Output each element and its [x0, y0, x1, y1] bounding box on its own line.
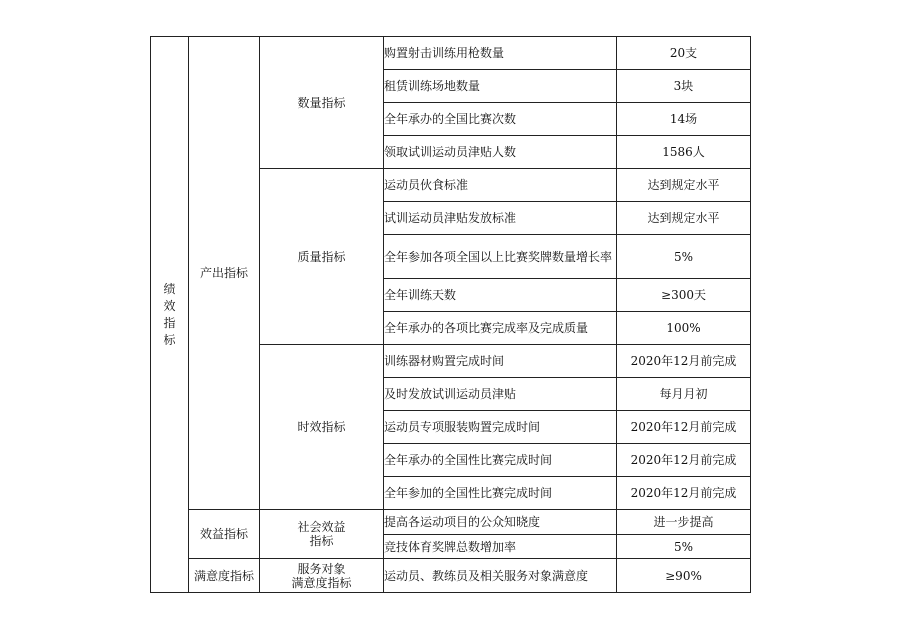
indicator-cell: 全年训练天数	[384, 279, 617, 312]
level2-benefit	[189, 510, 260, 559]
indicator-cell: 训练器材购置完成时间	[384, 345, 617, 378]
level2-label: 效益指标	[199, 527, 248, 541]
indicator-cell: 运动员伙食标准	[384, 169, 617, 202]
value-cell: 5%	[617, 235, 751, 279]
indicator-cell: 全年参加的全国性比赛完成时间	[384, 477, 617, 510]
value-cell: 100%	[617, 312, 751, 345]
value-cell: 每月月初	[617, 378, 751, 411]
value-cell: 进一步提高	[617, 510, 751, 535]
performance-indicator-table	[150, 36, 751, 593]
indicator-cell: 运动员专项服装购置完成时间	[384, 411, 617, 444]
level3-timeliness	[260, 345, 384, 510]
value-cell: 3块	[617, 70, 751, 103]
value-cell: 2020年12月前完成	[617, 345, 751, 378]
level3-label: 时效指标	[297, 420, 346, 434]
value-cell: 达到规定水平	[617, 169, 751, 202]
indicator-cell: 及时发放试训运动员津贴	[384, 378, 617, 411]
level3-label: 数量指标	[297, 95, 346, 110]
value-cell: ≥300天	[617, 279, 751, 312]
level3-quality	[260, 169, 384, 345]
indicator-cell: 全年承办的全国性比赛完成时间	[384, 444, 617, 477]
level3-label: 质量指标	[297, 249, 346, 264]
indicator-cell: 租赁训练场地数量	[384, 70, 617, 103]
value-cell: 达到规定水平	[617, 202, 751, 235]
indicator-cell: 全年承办的各项比赛完成率及完成质量	[384, 312, 617, 345]
indicator-cell: 竞技体育奖牌总数增加率	[384, 535, 617, 559]
level1-cell	[151, 37, 189, 593]
level3-label: 服务对象 满意度指标	[291, 561, 352, 590]
value-cell: 2020年12月前完成	[617, 477, 751, 510]
level3-service	[260, 559, 384, 593]
value-cell: 20支	[617, 37, 751, 70]
level3-label: 社会效益 指标	[297, 520, 346, 548]
indicator-cell: 运动员、教练员及相关服务对象满意度	[384, 559, 617, 593]
level2-output	[189, 37, 260, 510]
level2-label: 产出指标	[199, 266, 248, 280]
indicator-cell: 领取试训运动员津贴人数	[384, 136, 617, 169]
indicator-cell: 试训运动员津贴发放标准	[384, 202, 617, 235]
level2-label: 满意度指标	[193, 568, 254, 583]
value-cell: ≥90%	[617, 559, 751, 593]
value-cell: 1586人	[617, 136, 751, 169]
indicator-cell: 购置射击训练用枪数量	[384, 37, 617, 70]
value-cell: 2020年12月前完成	[617, 411, 751, 444]
value-cell: 5%	[617, 535, 751, 559]
indicator-cell: 全年参加各项全国以上比赛奖牌数量增长率	[384, 235, 617, 279]
level2-satisfaction	[189, 559, 260, 593]
indicator-cell: 提高各运动项目的公众知晓度	[384, 510, 617, 535]
indicator-cell: 全年承办的全国比赛次数	[384, 103, 617, 136]
level3-social	[260, 510, 384, 559]
value-cell: 2020年12月前完成	[617, 444, 751, 477]
level1-label: 绩效指标	[163, 281, 176, 347]
level3-quantity	[260, 37, 384, 169]
value-cell: 14场	[617, 103, 751, 136]
